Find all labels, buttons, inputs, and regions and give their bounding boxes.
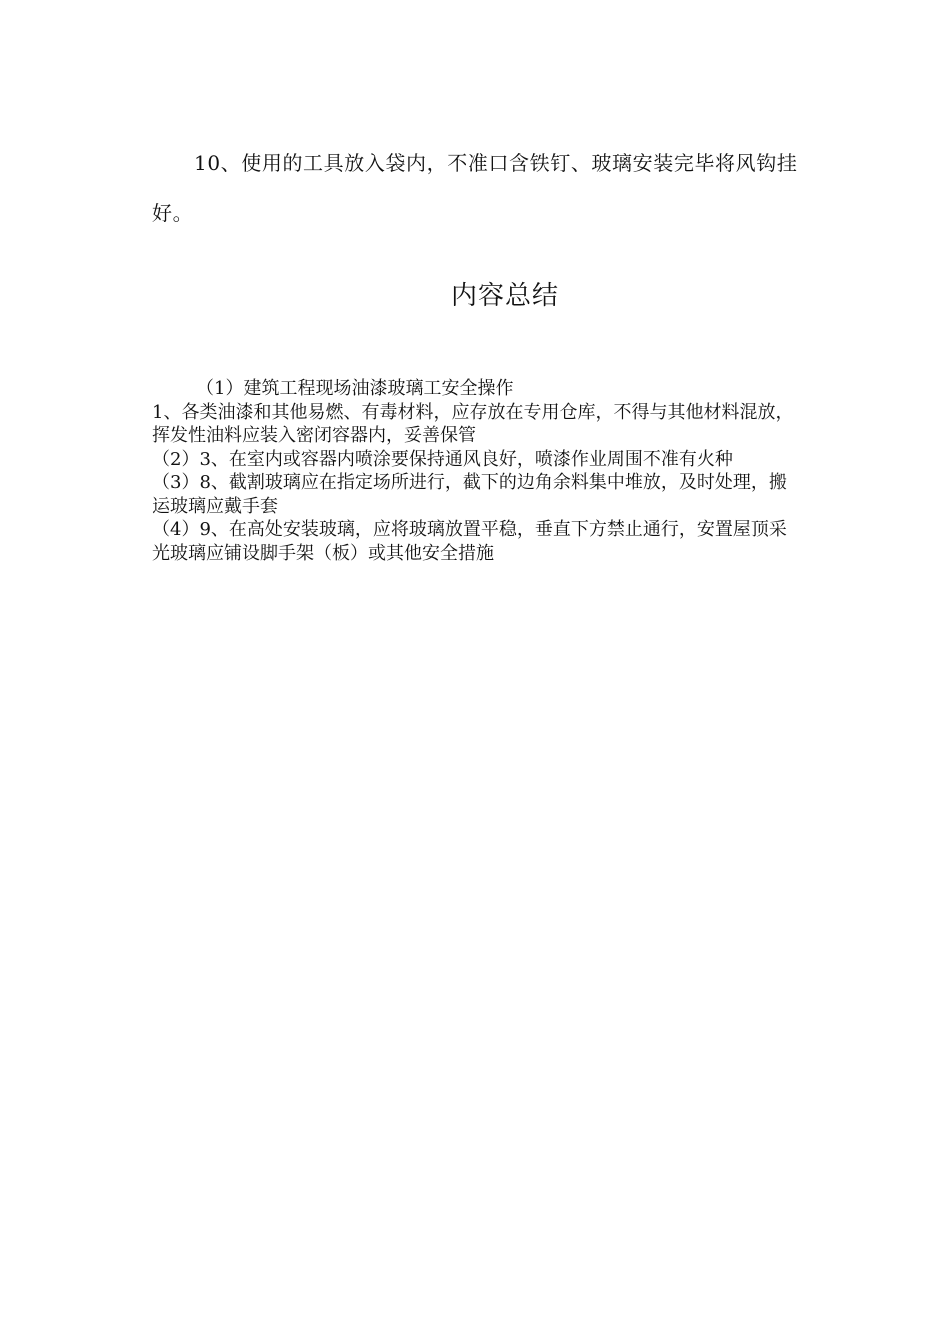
summary-heading: （1）建筑工程现场油漆玻璃工安全操作 (196, 378, 514, 399)
summary-item: （3）8、截割玻璃应在指定场所进行，截下的边角余料集中堆放，及时处理，搬运玻璃应戴手套 (152, 472, 787, 517)
summary-item: （4）9、在高处安装玻璃，应将玻璃放置平稳，垂直下方禁止通行，安置屋顶采光玻璃应铺设脚手架（板）或其他安全措施 (152, 519, 787, 564)
intro-paragraph: 10、使用的工具放入袋内，不准口含铁钉、玻璃安装完毕将风钩挂好。 (152, 151, 798, 225)
summary-item: （2）3、在室内或容器内喷涂要保持通风良好，喷漆作业周围不准有火种 (152, 448, 733, 470)
summary-title: 内容总结 (450, 281, 559, 311)
summary-section (152, 377, 802, 565)
summary-item: 1、各类油漆和其他易燃、有毒材料，应存放在专用仓库，不得与其他材料混放，挥发性油料应装入密闭容器内，妥善保管 (152, 401, 794, 446)
